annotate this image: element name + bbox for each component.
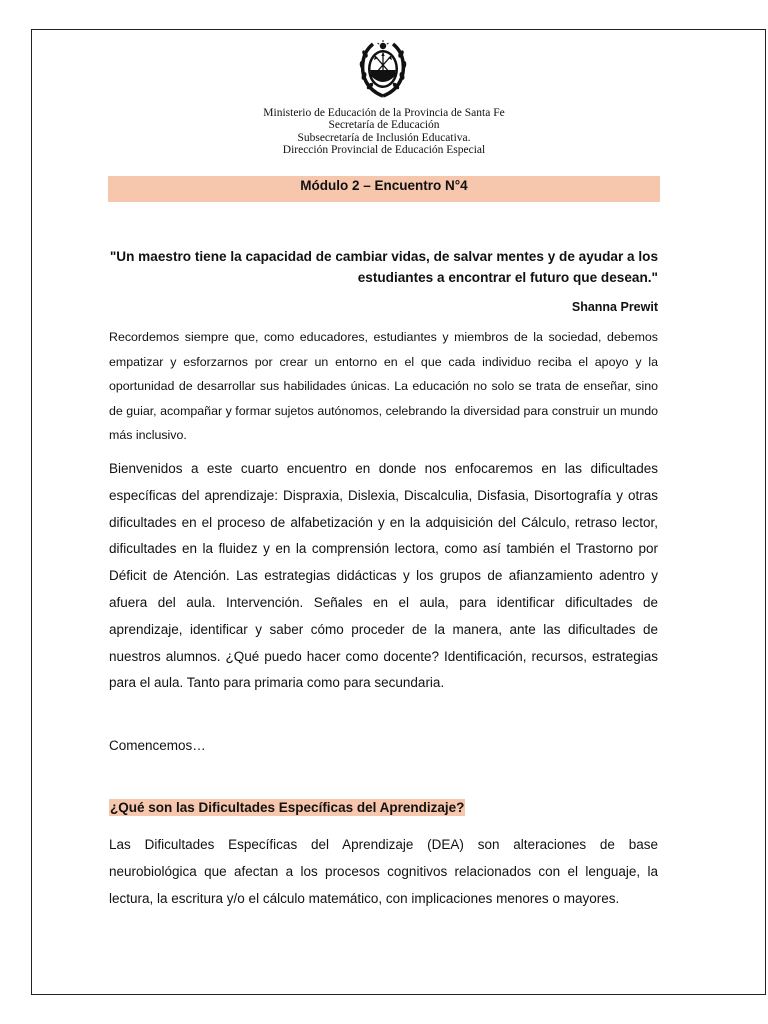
closing-line: Comencemos…: [109, 738, 206, 753]
intro-paragraph: Recordemos siempre que, como educadores, estudiantes y miembros de la sociedad, debemos empatizar y esforzarnos por crear un entorno en el que cada individuo reciba el apoyo y la oportunidad de desarrollar sus habilidades únicas. La educación no solo se trata de enseñar, sino de guiar, acompañar y formar sujetos autónomos, celebrando la diversidad para construir un mundo más inclusivo.: [109, 330, 658, 443]
institution-line: Dirección Provincial de Educación Especial: [282, 143, 486, 156]
section-paragraph: Las Dificultades Específicas del Aprendizaje (DEA) son alteraciones de base neurobiológica que afectan a los procesos cognitivos relacionados con el lenguaje, la lectura, la escritura y/o el cálculo matemático, con implicaciones menores o mayores.: [109, 837, 658, 906]
institution-line: Secretaría de Educación: [328, 119, 440, 132]
section-heading-text: ¿Qué son las Dificultades Específicas del Aprendizaje?: [110, 800, 465, 815]
institution-line: Subsecretaría de Inclusión Educativa.: [297, 131, 471, 144]
santa-fe-coat-of-arms-icon: [359, 40, 407, 98]
welcome-paragraph: Bienvenidos a este cuarto encuentro en donde nos enfocaremos en las dificultades específicas del aprendizaje: Dispraxia, Dislexia, Discalculia, Disfasia, Disortografía y otras dificultades en el proceso de alfabetización y en la adquisición del Cálculo, retraso lector, dificultades en la fluidez y en la comprensión lectora, como así también el Trastorno por Déficit de Atención. Las estrategias didácticas y los grupos de afianzamiento adentro y afuera del aula. Intervención. Señales en el aula, para identificar dificultades de aprendizaje, identificar y saber cómo proceder de la manera, ante las dificultades de nuestros alumnos. ¿Qué puedo hacer como docente? Identificación, recursos, estrategias para el aula. Tanto para primaria como para secundaria.: [109, 461, 658, 691]
institution-header: [160, 107, 608, 156]
quote-text: "Un maestro tiene la capacidad de cambiar vidas, de salvar mentes y de ayudar a los estudiantes a encontrar el futuro que desean.": [109, 249, 658, 285]
module-title: Módulo 2 – Encuentro N°4: [108, 176, 660, 202]
section-heading: [109, 797, 465, 819]
quote-author: Shanna Prewit: [571, 300, 658, 314]
institution-line: Ministerio de Educación de la Provincia de Santa Fe: [263, 107, 505, 119]
